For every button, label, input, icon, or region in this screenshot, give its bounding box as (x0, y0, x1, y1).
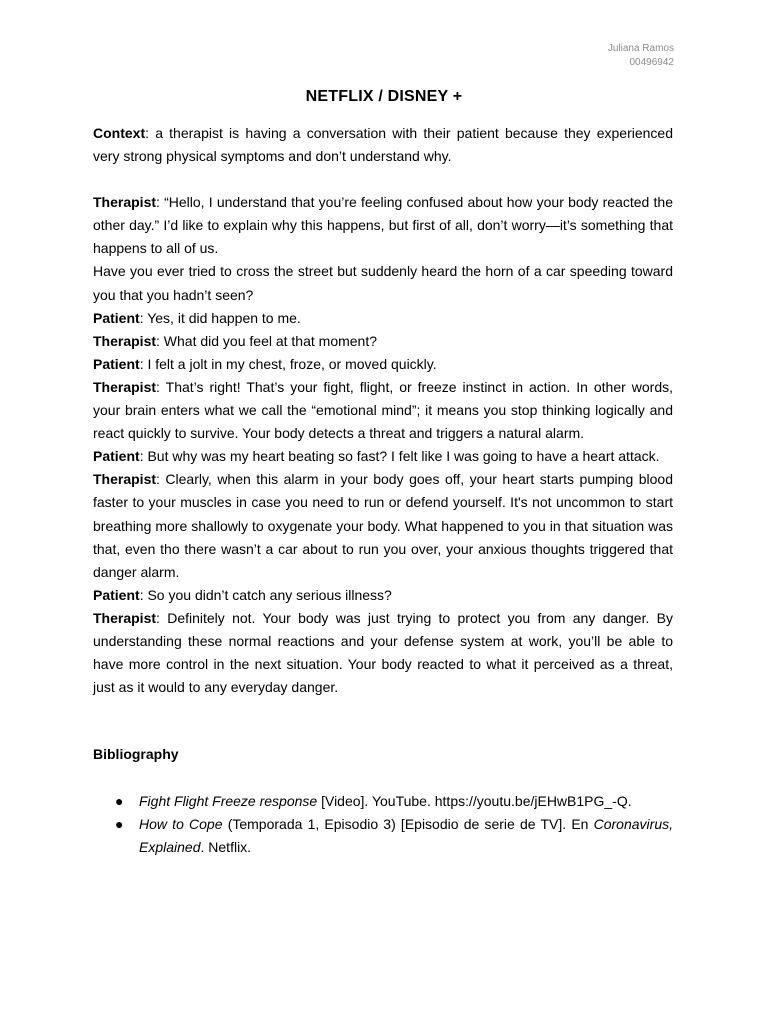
dialogue-line (93, 376, 673, 445)
dialogue-text: : So you didn’t catch any serious illness? (139, 586, 392, 603)
dialogue-text: : “Hello, I understand that you’re feeling confused about how your body reacted the other day.” I’d like to explain why this happens, but first of all, don’t worry—it’s something that happens to all of us. (93, 194, 673, 257)
dialogue-line (93, 330, 673, 353)
context-paragraph (93, 122, 673, 168)
bibliography-heading: Bibliography (93, 746, 179, 762)
author-name: Juliana Ramos (607, 43, 674, 54)
speaker-label: Therapist (93, 332, 157, 349)
speaker-label: Therapist (93, 378, 157, 395)
dialogue-line (93, 584, 673, 607)
bibliography-entry (93, 813, 673, 859)
speaker-label: Patient (93, 448, 140, 465)
bibliography-list (93, 790, 673, 859)
dialogue-line (93, 445, 673, 468)
dialogue-line (93, 307, 673, 330)
dialogue-text: : I felt a jolt in my chest, froze, or moved quickly. (139, 355, 437, 372)
dialogue-text: : That’s right! That’s your fight, flight, or freeze instinct in action. In other words, your brain enters what we call the “emotional mind”; it means you stop thinking logically and react quickly to survive. Your body detects a threat and triggers a natural alarm. (93, 378, 673, 442)
entry-text: (Temporada 1, Episodio 3) [Episodio de serie de TV]. En (222, 816, 594, 833)
dialogue-text: : Definitely not. Your body was just trying to protect you from any danger. By understanding these normal reactions and your defense system at work, you’ll be able to have more control in the next situation. Your body reacted to what it perceived as a threat, just as it would to any everyday danger. (93, 609, 673, 696)
bullet-icon: ● (115, 816, 124, 833)
dialogue-text: : But why was my heart beating so fast? I felt like I was going to have a heart attack. (139, 448, 660, 465)
dialogue-text: Have you ever tried to cross the street but suddenly heard the horn of a car speeding toward you that you hadn’t seen? (93, 263, 673, 303)
context-label: Context (93, 125, 146, 141)
bibliography-entry (93, 790, 673, 813)
speaker-label: Therapist (93, 471, 157, 488)
speaker-label: Patient (93, 355, 140, 372)
header-meta (608, 42, 674, 70)
speaker-label: Therapist (93, 609, 157, 626)
speaker-label: Therapist (93, 194, 157, 211)
speaker-label: Patient (93, 586, 140, 603)
context-text: : a therapist is having a conversation with their patient because they experienced very strong physical symptoms and don’t understand why. (93, 125, 673, 165)
dialogue-text: : Yes, it did happen to me. (139, 309, 301, 326)
dialogue-line (93, 260, 673, 306)
series-title: Coronavirus, Explained (139, 816, 673, 856)
paragraph-gap (93, 168, 673, 191)
dialogue-line (93, 353, 673, 376)
dialogue-text: : What did you feel at that moment? (156, 332, 378, 349)
document-title: NETFLIX / DISNEY + (305, 88, 463, 105)
entry-text: . Netflix. (200, 839, 252, 856)
dialogue-line (93, 468, 673, 583)
speaker-label: Patient (93, 309, 140, 326)
work-title: Fight Flight Freeze response (139, 793, 318, 809)
dialogue-line (93, 191, 673, 260)
dialogue-line (93, 607, 673, 699)
entry-text: [Video]. YouTube. https://youtu.be/jEHwB1PG_-Q. (317, 793, 632, 809)
work-title: How to Cope (139, 816, 223, 833)
student-id: 00496942 (629, 57, 674, 68)
bullet-icon: ● (115, 793, 124, 809)
document-body (93, 122, 673, 699)
dialogue-text: : Clearly, when this alarm in your body goes off, your heart starts pumping blood faster to your muscles in case you need to run or defend yourself. It's not uncommon to start breathing more shallowly to oxygenate your body. What happened to you in that situation was that, even tho there wasn’t a car about to run you over, your anxious thoughts triggered that danger alarm. (93, 471, 673, 580)
